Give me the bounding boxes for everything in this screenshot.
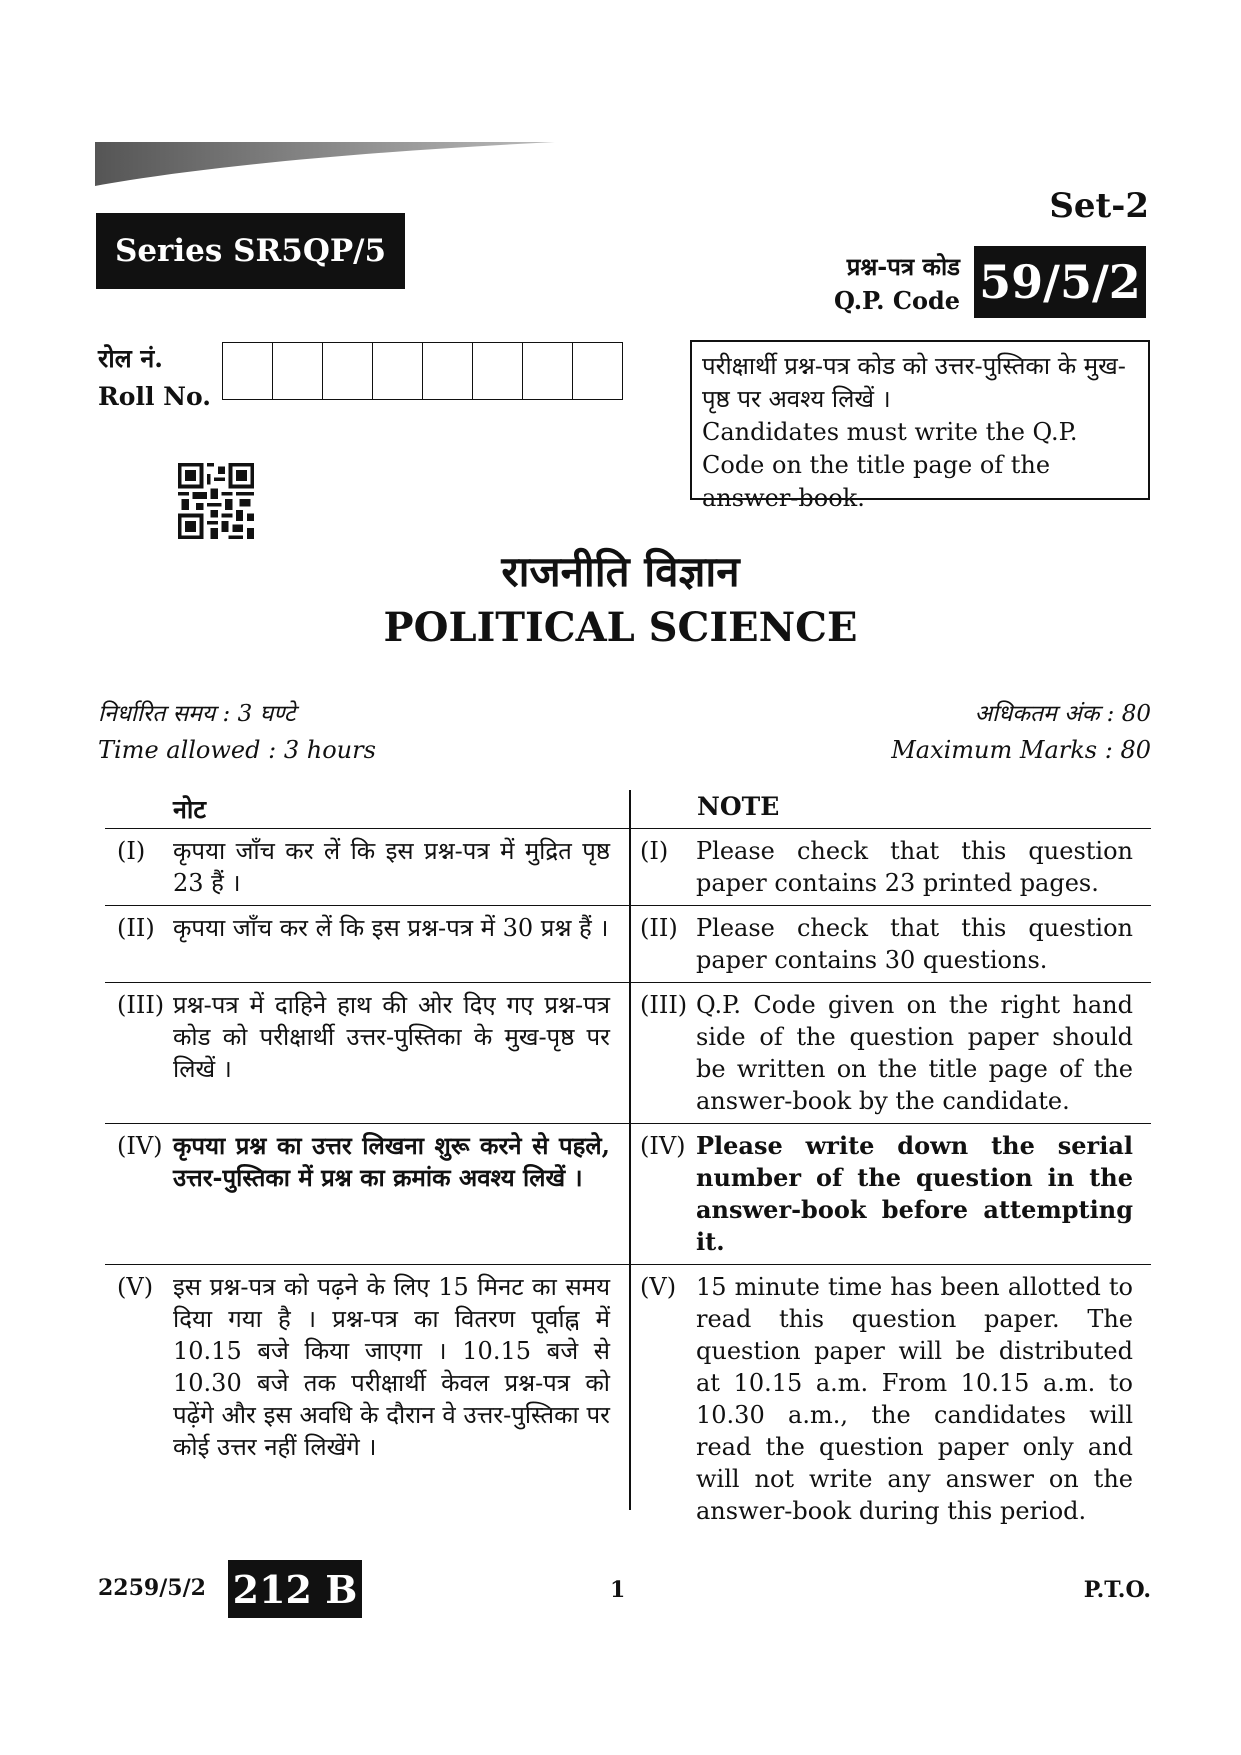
qp-code-badge: 59/5/2 — [974, 246, 1146, 318]
roll-label-english: Roll No. — [98, 382, 211, 411]
note-cell-english — [628, 906, 1151, 982]
note-number: (IV) — [640, 1132, 686, 1160]
note-text: प्रश्न-पत्र में दाहिने हाथ की ओर दिए गए प्रश्न-पत्र कोड को परीक्षार्थी उत्तर-पुस्तिका के मुख-पृष्ठ पर लिखें । — [173, 991, 610, 1083]
roll-number-box — [323, 342, 373, 400]
max-marks-english: Maximum Marks : 80 — [891, 736, 1151, 764]
note-text: Please write down the serial number of the question in the answer-book before attempting it. — [696, 1131, 1133, 1256]
note-text: इस प्रश्न-पत्र को पढ़ने के लिए 15 मिनट का समय दिया गया है । प्रश्न-पत्र का वितरण पूर्वाह्न में 10.15 बजे किया जाएगा । 10.15 बजे से 10.30 बजे तक परीक्षार्थी केवल प्रश्न-पत्र को पढ़ेंगे और इस अवधि के दौरान वे उत्तर-पुस्तिका पर कोई उत्तर नहीं लिखेंगे । — [173, 1273, 610, 1461]
roll-number-box — [573, 342, 623, 400]
set-label: Set-2 — [1049, 186, 1149, 226]
max-marks-hindi: अधिकतम अंक : 80 — [974, 701, 1151, 727]
notes-table — [105, 790, 1151, 1533]
note-row — [105, 828, 1151, 905]
note-text: 15 minute time has been allotted to read this question paper. The question paper will be distributed at 10.15 a.m. From 10.15 a.m. to 10.30 a.m., the candidates will read the question paper only and will not write any answer on the answer-book during this period. — [696, 1273, 1133, 1525]
subject-title-hindi: राजनीति विज्ञान — [501, 547, 740, 596]
note-number: (III) — [640, 991, 688, 1019]
time-allowed-hindi: निर्धारित समय : 3 घण्टे — [98, 701, 296, 727]
note-text: Q.P. Code given on the right hand side of the question paper should be written on the title page of the answer-book by the candidate. — [696, 991, 1133, 1115]
qr-code-icon — [178, 463, 254, 539]
please-turn-over: P.T.O. — [1083, 1577, 1151, 1603]
qp-code-notice-box — [690, 340, 1150, 512]
note-cell-english — [628, 829, 1151, 905]
roll-number-box — [223, 342, 273, 400]
roll-label-hindi: रोल नं. — [98, 344, 163, 373]
roll-number-box — [373, 342, 423, 400]
notice-hindi: परीक्षार्थी प्रश्न-पत्र कोड को उत्तर-पुस्तिका के मुख-पृष्ठ पर अवश्य लिखें । — [702, 352, 1126, 413]
note-number: (III) — [117, 991, 165, 1019]
qp-code-label-english: Q.P. Code — [833, 286, 960, 315]
note-row — [105, 1123, 1151, 1264]
note-cell-hindi — [105, 1265, 628, 1533]
note-number: (II) — [117, 914, 155, 942]
footer-paper-code: 2259/5/2 — [98, 1575, 206, 1601]
roll-number-boxes — [222, 342, 623, 400]
note-number: (I) — [117, 837, 146, 865]
note-text: कृपया प्रश्न का उत्तर लिखना शुरू करने से पहले, उत्तर-पुस्तिका में प्रश्न का क्रमांक अवश्य लिखें । — [173, 1131, 610, 1192]
note-row — [105, 1264, 1151, 1533]
note-cell-hindi — [105, 906, 628, 982]
note-number: (II) — [640, 914, 678, 942]
note-number: (V) — [640, 1273, 677, 1301]
roll-number-box — [473, 342, 523, 400]
note-cell-hindi — [105, 983, 628, 1123]
subject-title-english: POLITICAL SCIENCE — [383, 604, 858, 651]
series-badge: Series SR5QP/5 — [96, 213, 405, 289]
page-number: 1 — [610, 1577, 626, 1603]
notice-english: Candidates must write the Q.P. Code on the title page of the answer-book. — [702, 418, 1078, 512]
note-cell-hindi — [105, 1124, 628, 1264]
note-cell-english — [628, 1265, 1151, 1533]
notes-heading-english: NOTE — [697, 792, 780, 821]
note-row — [105, 905, 1151, 982]
footer-code-badge: 212 B — [228, 1560, 362, 1618]
note-cell-english — [628, 983, 1151, 1123]
header-swoosh-graphic — [95, 142, 555, 186]
note-cell-hindi — [105, 829, 628, 905]
note-number: (IV) — [117, 1132, 163, 1160]
roll-number-label — [98, 340, 211, 416]
time-allowed-english: Time allowed : 3 hours — [98, 736, 376, 764]
notes-heading-hindi: नोट — [173, 795, 206, 824]
note-number: (V) — [117, 1273, 154, 1301]
notes-header-row — [105, 790, 1151, 828]
note-cell-english — [628, 1124, 1151, 1264]
note-text: Please check that this question paper contains 23 printed pages. — [696, 837, 1133, 897]
qp-code-label-hindi: प्रश्न-पत्र कोड — [846, 252, 960, 281]
roll-number-box — [273, 342, 323, 400]
qp-code-label — [780, 250, 960, 318]
note-text: Please check that this question paper contains 30 questions. — [696, 914, 1133, 974]
note-row — [105, 982, 1151, 1123]
note-text: कृपया जाँच कर लें कि इस प्रश्न-पत्र में मुद्रित पृष्ठ 23 हैं । — [173, 837, 610, 897]
roll-number-box — [423, 342, 473, 400]
roll-number-box — [523, 342, 573, 400]
note-text: कृपया जाँच कर लें कि इस प्रश्न-पत्र में 30 प्रश्न हैं । — [173, 914, 609, 942]
note-number: (I) — [640, 837, 669, 865]
